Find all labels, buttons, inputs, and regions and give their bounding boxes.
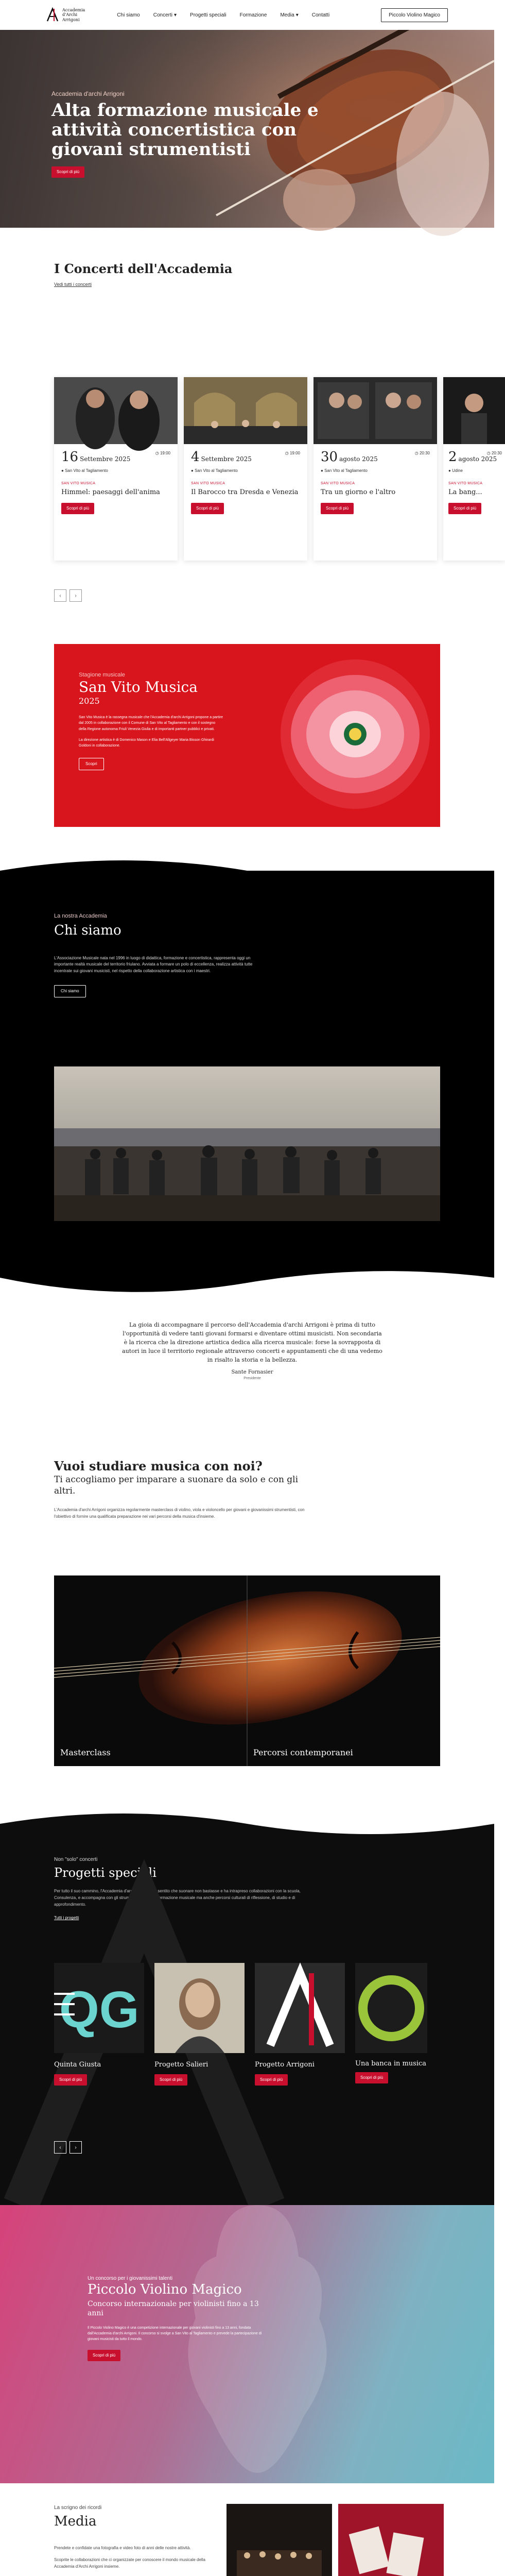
sanvito-year: 2025 [79, 696, 100, 706]
nav-label: Concerti [153, 12, 172, 18]
project-label: Progetto Salieri [154, 2061, 208, 2069]
pin-icon: ● [191, 468, 195, 473]
magico-subtitle: Concorso internazionale per violinisti fino a 13 anni [88, 2299, 259, 2317]
header-cta-button[interactable]: Piccolo Violino Magico [381, 8, 448, 22]
magico-text: Il Piccolo Violino Magico è una competizione internazionale per giovani violinisti fino a 13 anni, fondata dall'Accademia d'archi Arrigoni. Il concorso si svolge a San Vito al Tagliamento e prevede la partecipazione di giovani musicisti da tutto il mondo. [88, 2326, 262, 2342]
all-concerts-link[interactable]: Vedi tutti i concerti [54, 282, 92, 287]
card-day: 16 [61, 449, 79, 465]
chevron-right-icon: › [75, 592, 77, 599]
card-title: Himmel: paesaggi dell'anima [61, 488, 160, 496]
nav-item-progetti[interactable] [190, 11, 227, 19]
hero [0, 30, 494, 228]
card-title: La bang... [448, 488, 482, 496]
study-cards [54, 1575, 440, 1766]
card-button[interactable]: Scopri di più [61, 503, 94, 514]
sanvito-kicker: Stagione musicale [79, 672, 125, 678]
project-card[interactable] [255, 1963, 345, 2086]
site-header [0, 0, 494, 30]
quartet-photo [314, 377, 437, 444]
about-text: L'Associazione Musicale nata nel 1996 in luogo di didattica, formazione e concertistica, rappresenta oggi un importante realtà musicale del territorio friulano. Avviata a formare un polo di eccellenza, realizza attività tutte incentrate sui giovani musicisti, nel rispetto della collaborazione artistica con i maestri. [54, 955, 253, 974]
nav-item-chi-siamo[interactable] [117, 11, 140, 19]
concert-cards-row [54, 377, 505, 561]
quote-role: Presidente [243, 1377, 261, 1381]
card-location: Udine [452, 468, 463, 473]
about-button[interactable]: Chi siamo [54, 985, 86, 997]
carousel-arrows [54, 589, 82, 602]
projects-section [0, 1814, 494, 2205]
nav-item-concerti[interactable] [153, 11, 177, 19]
project-label: Una banca in musica [355, 2060, 427, 2067]
prev-arrow-button[interactable] [54, 2141, 66, 2154]
quote-author: Sante Fornasier [231, 1369, 273, 1376]
concerts-title: I Concerti dell'Accademia [54, 261, 233, 276]
quinta-giusta-image [54, 1963, 144, 2053]
clock-icon: ◷ [414, 451, 420, 455]
project-card[interactable] [355, 1963, 427, 2086]
banca-image [355, 1963, 427, 2053]
projects-text: Per tutto il suo cammino, l'Accademia d'archi Arrigoni ha sentito che suonare non bastasse e ha intrapreso collaborazioni con la scuola, Consulenza, e accompagna con gli strumenti percorsi di formazione musicale ma anche percorsi culturali di riflessione, di studio e di approfondimento. [54, 1889, 301, 1907]
magico-button[interactable]: Scopri di più [88, 2350, 120, 2361]
card-month: agosto 2025 [458, 455, 497, 463]
clock-icon: ◷ [486, 451, 492, 455]
project-card[interactable] [154, 1963, 245, 2086]
concert-card[interactable] [54, 377, 178, 561]
media-title: Media [54, 2514, 97, 2529]
hero-title: Alta formazione musicale e attività concertistica con giovani strumentisti [51, 100, 319, 160]
about-section [0, 871, 494, 1309]
church-photo [184, 377, 307, 444]
concert-image [443, 377, 505, 444]
wave-divider [0, 850, 494, 891]
gallery-photo[interactable] [227, 2504, 332, 2576]
study-title: Vuoi studiare musica con noi? [54, 1459, 263, 1473]
concert-image [184, 377, 307, 444]
card-button[interactable]: Scopri di più [448, 503, 481, 514]
media-section [0, 2483, 494, 2576]
nav-label: Formazione [239, 12, 267, 18]
clock-icon: ◷ [285, 451, 290, 455]
nav-label: Progetti speciali [190, 12, 227, 18]
concert-card[interactable] [314, 377, 437, 561]
clock-icon: ◷ [155, 451, 160, 455]
chevron-down-icon: ▾ [174, 12, 177, 18]
card-day: 30 [321, 449, 338, 465]
nav-item-contatti[interactable] [312, 11, 329, 19]
nav-label: Media [280, 12, 294, 18]
percorsi-label[interactable]: Percorsi contemporanei [253, 1748, 353, 1757]
projects-kicker: Non "solo" concerti [54, 1857, 98, 1862]
card-location: San Vito al Tagliamento [324, 468, 368, 473]
media-kicker: La scrigno dei ricordi [54, 2505, 102, 2511]
sanvito-title: San Vito Musica [79, 678, 198, 696]
project-card[interactable] [54, 1963, 144, 2086]
quote-block [121, 1320, 384, 1382]
logo[interactable] [46, 8, 85, 22]
chevron-left-icon: ‹ [59, 592, 61, 599]
card-month: Settembre 2025 [201, 455, 252, 463]
outdoor-concert-photo [54, 1066, 440, 1221]
study-text: L'Accademia d'archi Arrigoni organizza regolarmente masterclass di violino, viola e violoncello per giovani e giovanissimi strumentisti, con l'obiettivo di fornire una qualificata preparazione nei vari percorsi della musica d'insieme. [54, 1507, 305, 1519]
card-time: 19:00 [289, 451, 300, 455]
performer-photo [443, 377, 505, 444]
chevron-left-icon: ‹ [59, 2144, 61, 2150]
chevron-down-icon: ▾ [295, 12, 299, 18]
project-button[interactable]: Scopri di più [355, 2072, 388, 2083]
card-month: agosto 2025 [339, 455, 378, 463]
card-time: 20:30 [491, 451, 502, 455]
media-text-1: Prendete e confidate una fotografia e video foto di anni delle nostre attività. [54, 2546, 191, 2550]
nav-label: Chi siamo [117, 12, 140, 18]
arrigoni-logo-image [255, 1963, 345, 2053]
cello-image [54, 1575, 440, 1766]
sanvito-text-2: La direzione artistica è di Domenico Mason e Elia Bell'Allgeyer Maria Bisson Ghirardi Goldoni in collaborazione. [79, 738, 214, 748]
card-day: 4 [191, 449, 200, 465]
next-arrow-button[interactable] [69, 2141, 82, 2154]
nav-item-formazione[interactable] [240, 11, 267, 19]
project-button[interactable]: Scopri di più [255, 2074, 288, 2086]
pin-icon: ● [61, 468, 65, 473]
logo-line-3: Arrigoni [62, 17, 80, 22]
logo-icon [46, 8, 59, 22]
card-title: Tra un giorno e l'altro [321, 488, 396, 496]
prev-arrow-button[interactable] [54, 589, 66, 602]
concert-card[interactable] [443, 377, 505, 561]
card-day: 2 [448, 449, 457, 465]
study-section [0, 1453, 494, 1814]
card-button[interactable]: Scopri di più [191, 503, 224, 514]
card-time: 20:30 [419, 451, 430, 455]
project-label: Quinta Giusta [54, 2061, 101, 2069]
concert-card[interactable] [184, 377, 307, 561]
card-title: Il Barocco tra Dresda e Venezia [191, 488, 299, 496]
magico-kicker: Un concorso per i giovanissimi talenti [88, 2276, 173, 2281]
nav-label: Contatti [311, 12, 330, 18]
card-month: Settembre 2025 [80, 455, 131, 463]
sanvito-section [54, 644, 440, 827]
media-text-2: Scoprite le collaborazioni che ci organizzate per conoscere il mondo musicale della Accademia d'Archi Arrigoni insieme. [54, 2557, 205, 2569]
chevron-right-icon: › [75, 2144, 77, 2150]
projects-arrows [54, 2141, 82, 2154]
magico-section [0, 2205, 494, 2483]
wave-divider [0, 1814, 494, 1844]
card-location: San Vito al Tagliamento [65, 468, 108, 473]
quote-text: La gioia di accompagnare il percorso dell'Accademia d'archi Arrigoni è prima di tutto l'opportunità di vedere tanti giovani formarsi e diventare ottimi musicisti. Non secondaria è la ricerca che la direzione artistica dedica alla ricerca musicale: forse la sovrapposta di autori in luce il territorio regionale attraverso concerti e appuntamenti che di una vedemo in risalto la storia e la bellezza. [122, 1321, 382, 1364]
wave-divider [0, 1262, 494, 1309]
logo-line-2: d'Archi [62, 12, 78, 18]
sanvito-text-1: San Vito Musica è la rassegna musicale che l'Accademia d'archi Arrigoni propone a partire dal 2005 in collaborazione con il Comune di San Vito al Tagliamento e con il sostegno della Regione autonoma Friuli Venezia Giulia e di importanti partner pubblici e privati. [79, 716, 223, 731]
projects-title: Progetti speciali [54, 1866, 156, 1880]
card-category: SAN VITO MUSICA [321, 482, 355, 485]
masterclass-label[interactable]: Masterclass [60, 1748, 111, 1757]
poppy-flower-image [270, 644, 440, 827]
about-kicker: La nostra Accademia [54, 913, 107, 919]
main-nav [117, 11, 329, 19]
concert-image [314, 377, 437, 444]
card-category: SAN VITO MUSICA [61, 482, 96, 485]
sanvito-button[interactable]: Scopri [79, 758, 104, 770]
next-arrow-button[interactable] [69, 589, 82, 602]
logo-line-1: Accademia [62, 8, 85, 13]
project-button[interactable]: Scopri di più [54, 2074, 87, 2086]
svg-text:QG: QG [59, 1981, 140, 2039]
hero-cta-button[interactable]: Scopri di più [51, 166, 84, 178]
gallery-photo[interactable] [338, 2504, 444, 2576]
project-button[interactable]: Scopri di più [154, 2074, 187, 2086]
card-category: SAN VITO MUSICA [191, 482, 225, 485]
card-button[interactable]: Scopri di più [321, 503, 354, 514]
study-subtitle: Ti accogliamo per imparare a suonare da solo e con gli altri. [54, 1474, 299, 1496]
concert-image [54, 377, 178, 444]
card-category: SAN VITO MUSICA [448, 482, 483, 485]
about-title: Chi siamo [54, 922, 121, 938]
media-grid [227, 2504, 444, 2576]
salieri-portrait-image [154, 1963, 245, 2053]
card-location: San Vito al Tagliamento [195, 468, 238, 473]
magico-title: Piccolo Violino Magico [88, 2282, 242, 2297]
musicians-photo [54, 377, 178, 444]
hero-kicker: Accademia d'archi Arrigoni [51, 90, 125, 97]
nav-item-media[interactable] [280, 11, 298, 19]
pin-icon: ● [321, 468, 325, 473]
project-label: Progetto Arrigoni [255, 2061, 315, 2069]
pin-icon: ● [448, 468, 452, 473]
all-projects-link[interactable]: Tutti i progetti [54, 1916, 79, 1921]
project-cards [54, 1963, 427, 2086]
card-time: 19:00 [160, 451, 170, 455]
